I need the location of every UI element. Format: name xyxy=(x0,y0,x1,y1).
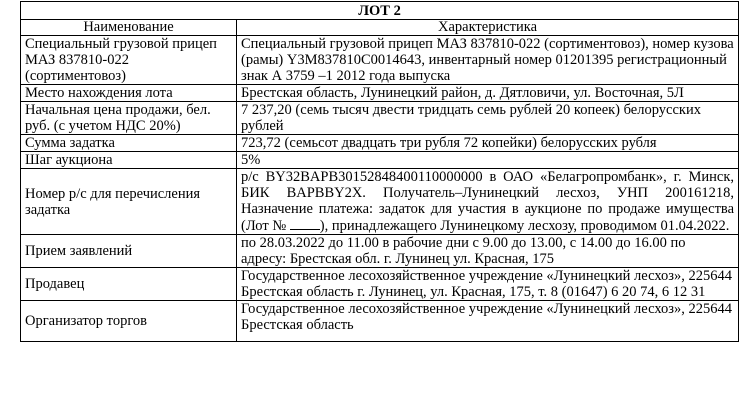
title-row xyxy=(21,2,739,20)
row-location-value: Брестская область, Лунинецкий район, д. Дятловичи, ул. Восточная, 5Л xyxy=(237,85,739,102)
table-row xyxy=(21,169,739,235)
row-account-name: Номер р/с для перечисления задатка xyxy=(21,169,237,235)
table-row xyxy=(21,102,739,135)
lot-number-blank xyxy=(290,217,320,230)
header-row xyxy=(21,20,739,36)
account-text-after: ), принадлежащего Лунинецкому лесхозу, проводимом 01.04.2022. xyxy=(319,218,730,234)
row-organizer-value: Государственное лесохозяйственное учреждение «Лунинецкий лесхоз», 225644 Брестская область xyxy=(237,301,739,342)
lot-title: ЛОТ 2 xyxy=(21,2,739,20)
row-step-name: Шаг аукциона xyxy=(21,152,237,169)
account-text-before: р/с BY32BAPB30152848400110000000 в ОАО «Белагропромбанк», г. Минск, БИК BAPBBY2X. Получатель–Лунинецкий лесхоз, УНП 200161218, Назначение платежа: задаток для участия в аукционе по продаже имущества (Лот № xyxy=(241,169,735,234)
table-row xyxy=(21,152,739,169)
row-applications-value: по 28.03.2022 до 11.00 в рабочие дни с 9.00 до 13.00, с 14.00 до 16.00 по адресу: Брестская обл. г. Лунинец ул. Красная, 175 xyxy=(237,235,739,268)
header-name: Наименование xyxy=(21,20,237,36)
row-start-price-value: 7 237,20 (семь тысяч двести тридцать семь рублей 20 копеек) белорусских рублей xyxy=(237,102,739,135)
row-deposit-name: Сумма задатка xyxy=(21,135,237,152)
row-item-value: Специальный грузовой прицеп МАЗ 837810-022 (сортиментовоз), номер кузова (рамы) Y3M837810C0014643, инвентарный номер 01201395 регистрационный знак А 3759 –1 2012 года выпуска xyxy=(237,36,739,85)
table-row xyxy=(21,268,739,301)
row-step-value: 5% xyxy=(237,152,739,169)
table-row xyxy=(21,235,739,268)
row-account-value xyxy=(237,169,739,235)
table-row xyxy=(21,85,739,102)
lot-table xyxy=(20,1,739,342)
table-row xyxy=(21,36,739,85)
table-row xyxy=(21,301,739,342)
row-location-name: Место нахождения лота xyxy=(21,85,237,102)
row-seller-value: Государственное лесохозяйственное учреждение «Лунинецкий лесхоз», 225644 Брестская область г. Лунинец, ул. Красная, 175, т. 8 (01647) 6 20 74, 6 12 31 xyxy=(237,268,739,301)
row-start-price-name: Начальная цена продажи, бел. руб. (с учетом НДС 20%) xyxy=(21,102,237,135)
row-deposit-value: 723,72 (семьсот двадцать три рубля 72 копейки) белорусских рубля xyxy=(237,135,739,152)
row-item-name: Специальный грузовой прицеп МАЗ 837810-022 (сортиментовоз) xyxy=(21,36,237,85)
row-applications-name: Прием заявлений xyxy=(21,235,237,268)
table-row xyxy=(21,135,739,152)
row-organizer-name: Организатор торгов xyxy=(21,301,237,342)
header-characteristic: Характеристика xyxy=(237,20,739,36)
row-seller-name: Продавец xyxy=(21,268,237,301)
